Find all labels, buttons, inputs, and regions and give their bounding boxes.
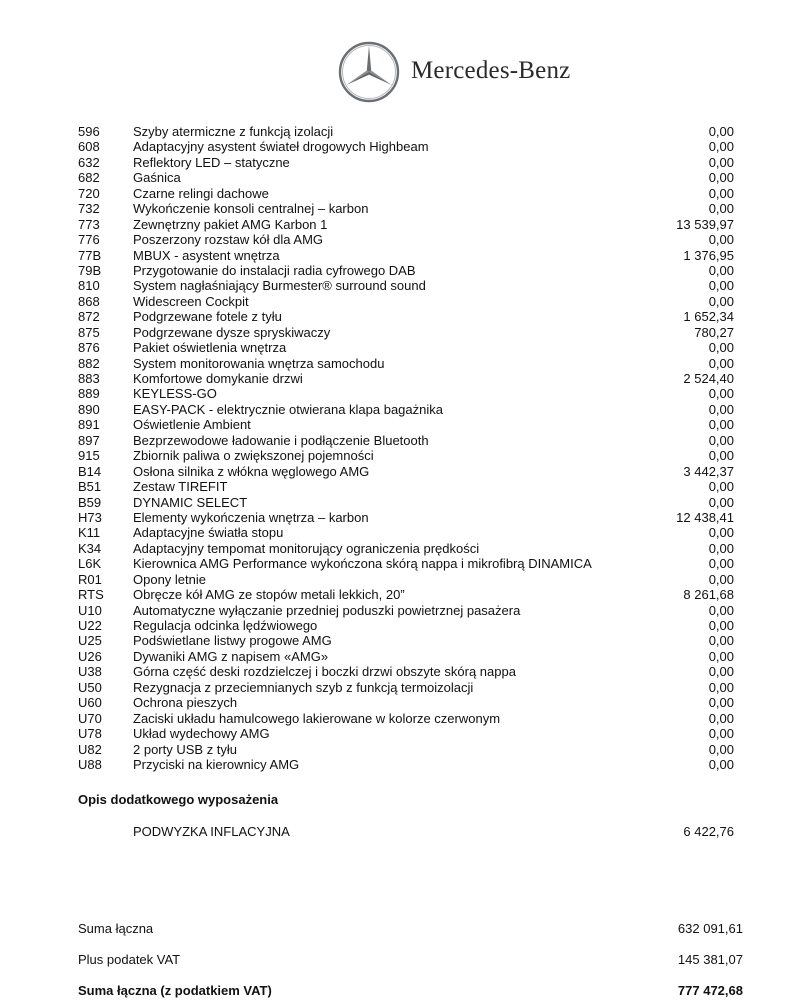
option-row bbox=[78, 603, 734, 618]
option-row bbox=[78, 695, 734, 710]
option-code: 77B bbox=[78, 247, 102, 263]
option-row bbox=[78, 633, 734, 648]
option-price: 8 261,68 bbox=[683, 587, 734, 603]
option-price: 0,00 bbox=[708, 679, 734, 695]
option-code: 608 bbox=[78, 139, 100, 155]
option-description: Wykończenie konsoli centralnej – karbon bbox=[133, 201, 369, 217]
option-description: Zestaw TIREFIT bbox=[133, 479, 228, 495]
option-price: 0,00 bbox=[708, 710, 734, 726]
option-row bbox=[78, 309, 734, 324]
option-description: Zbiornik paliwa o zwiększonej pojemności bbox=[133, 448, 374, 464]
option-price: 0,00 bbox=[708, 417, 734, 433]
option-row bbox=[78, 294, 734, 309]
option-code: 890 bbox=[78, 401, 100, 417]
option-description: Rezygnacja z przeciemnianych szyb z funkcją termoizolacji bbox=[133, 679, 474, 695]
option-row bbox=[78, 386, 734, 401]
option-row bbox=[78, 248, 734, 263]
option-code: K11 bbox=[78, 525, 101, 541]
option-description: Górna część deski rozdzielczej i boczki drzwi obszyte skórą nappa bbox=[133, 664, 516, 680]
option-code: 891 bbox=[78, 417, 100, 433]
option-code: K34 bbox=[78, 540, 102, 556]
option-description: Układ wydechowy AMG bbox=[133, 726, 270, 742]
option-row bbox=[78, 448, 734, 463]
option-code: 79B bbox=[78, 262, 102, 278]
option-code: B51 bbox=[78, 479, 102, 495]
option-code: 632 bbox=[78, 154, 100, 170]
option-row bbox=[78, 757, 734, 772]
option-row bbox=[78, 726, 734, 741]
option-price: 0,00 bbox=[708, 618, 734, 633]
option-description: KEYLESS-GO bbox=[133, 386, 217, 402]
gross-total-value: 777 472,68 bbox=[677, 983, 743, 998]
option-code: 682 bbox=[78, 170, 100, 186]
option-row bbox=[78, 325, 734, 340]
option-price: 0,00 bbox=[708, 278, 734, 294]
option-description: Poszerzony rozstaw kół dla AMG bbox=[133, 232, 324, 248]
option-description: Podświetlane listwy progowe AMG bbox=[133, 633, 332, 649]
option-price: 0,00 bbox=[708, 201, 734, 217]
option-row bbox=[78, 340, 734, 355]
option-code: U22 bbox=[78, 618, 102, 633]
option-description: Przygotowanie do instalacji radia cyfrowego DAB bbox=[133, 262, 416, 278]
option-description: Podgrzewane dysze spryskiwaczy bbox=[133, 324, 331, 340]
option-row bbox=[78, 402, 734, 417]
option-price: 0,00 bbox=[708, 756, 734, 772]
option-price: 0,00 bbox=[708, 262, 734, 278]
option-code: U10 bbox=[78, 602, 102, 618]
option-row bbox=[78, 664, 734, 679]
option-code: 773 bbox=[78, 216, 100, 232]
option-description: Szyby atermiczne z funkcją izolacji bbox=[133, 124, 334, 139]
option-row bbox=[78, 742, 734, 757]
option-row bbox=[78, 417, 734, 432]
option-price: 0,00 bbox=[708, 185, 734, 201]
option-row bbox=[78, 263, 734, 278]
option-code: U50 bbox=[78, 679, 102, 695]
option-description: Czarne relingi dachowe bbox=[133, 185, 269, 201]
option-row bbox=[78, 556, 734, 571]
option-code: U26 bbox=[78, 648, 102, 664]
option-price: 0,00 bbox=[708, 386, 734, 402]
option-code: 876 bbox=[78, 340, 100, 356]
option-code: RTS bbox=[78, 587, 104, 603]
vat-value: 145 381,07 bbox=[677, 952, 743, 967]
additional-equipment-title: Opis dodatkowego wyposażenia bbox=[78, 792, 279, 807]
option-price: 12 438,41 bbox=[676, 509, 734, 525]
option-description: Osłona silnika z włókna węglowego AMG bbox=[133, 463, 370, 479]
option-price: 0,00 bbox=[708, 432, 734, 448]
option-price: 2 524,40 bbox=[683, 371, 734, 386]
option-price: 0,00 bbox=[708, 401, 734, 417]
brand-name: Mercedes-Benz bbox=[411, 57, 571, 84]
option-code: 732 bbox=[78, 201, 100, 217]
option-code: 596 bbox=[78, 124, 100, 139]
option-code: L6K bbox=[78, 556, 102, 572]
option-price: 0,00 bbox=[708, 448, 734, 464]
option-row bbox=[78, 479, 734, 494]
option-description: MBUX - asystent wnętrza bbox=[133, 247, 280, 263]
option-code: 882 bbox=[78, 355, 100, 371]
option-code: B59 bbox=[78, 494, 102, 510]
option-price: 0,00 bbox=[708, 741, 734, 757]
option-row bbox=[78, 155, 734, 170]
option-price: 1 652,34 bbox=[683, 309, 734, 325]
additional-item-row bbox=[78, 824, 734, 840]
option-code: U70 bbox=[78, 710, 102, 726]
option-code: 875 bbox=[78, 324, 100, 340]
option-description: Regulacja odcinka lędźwiowego bbox=[133, 618, 318, 633]
option-description: Ochrona pieszych bbox=[133, 695, 238, 711]
option-row bbox=[78, 510, 734, 525]
option-row bbox=[78, 464, 734, 479]
option-price: 3 442,37 bbox=[683, 463, 734, 479]
option-price: 0,00 bbox=[708, 340, 734, 356]
option-code: U78 bbox=[78, 726, 102, 742]
option-description: Widescreen Cockpit bbox=[133, 293, 249, 309]
option-description: Przyciski na kierownicy AMG bbox=[133, 756, 300, 772]
option-code: 810 bbox=[78, 278, 100, 294]
option-description: System nagłaśniający Burmester® surround sound bbox=[133, 278, 426, 294]
option-code: R01 bbox=[78, 571, 102, 587]
option-description: Zewnętrzny pakiet AMG Karbon 1 bbox=[133, 216, 328, 232]
mercedes-benz-logo bbox=[338, 41, 578, 103]
gross-total-label: Suma łączna (z podatkiem VAT) bbox=[78, 983, 272, 998]
option-code: 872 bbox=[78, 309, 100, 325]
option-description: Obręcze kół AMG ze stopów metali lekkich, 20” bbox=[133, 587, 405, 603]
option-description: Adaptacyjny asystent świateł drogowych Highbeam bbox=[133, 139, 429, 155]
option-description: Pakiet oświetlenia wnętrza bbox=[133, 340, 287, 356]
option-code: B14 bbox=[78, 463, 102, 479]
option-description: Podgrzewane fotele z tyłu bbox=[133, 309, 282, 325]
option-price: 0,00 bbox=[708, 293, 734, 309]
option-row bbox=[78, 232, 734, 247]
three-pointed-star-icon bbox=[338, 41, 400, 103]
option-description: Komfortowe domykanie drzwi bbox=[133, 371, 303, 386]
option-price: 0,00 bbox=[708, 170, 734, 186]
option-row bbox=[78, 356, 734, 371]
option-row bbox=[78, 587, 734, 602]
option-code: H73 bbox=[78, 509, 102, 525]
option-description: Dywaniki AMG z napisem «AMG» bbox=[133, 648, 329, 664]
option-code: U88 bbox=[78, 756, 102, 772]
option-description: Adaptacyjny tempomat monitorujący ograniczenia prędkości bbox=[133, 540, 480, 556]
net-total-label: Suma łączna bbox=[78, 921, 154, 936]
option-description: System monitorowania wnętrza samochodu bbox=[133, 355, 385, 371]
option-row bbox=[78, 541, 734, 556]
option-row bbox=[78, 618, 734, 633]
vat-label: Plus podatek VAT bbox=[78, 952, 181, 967]
option-price: 0,00 bbox=[708, 695, 734, 711]
option-code: 915 bbox=[78, 448, 100, 464]
option-code: 868 bbox=[78, 293, 100, 309]
option-description: Elementy wykończenia wnętrza – karbon bbox=[133, 509, 369, 525]
additional-item-price: 6 422,76 bbox=[683, 824, 734, 839]
gross-total-row bbox=[78, 983, 743, 1001]
option-description: Reflektory LED – statyczne bbox=[133, 154, 290, 170]
option-code: U60 bbox=[78, 695, 102, 711]
option-row bbox=[78, 201, 734, 216]
option-code: U38 bbox=[78, 664, 102, 680]
option-row bbox=[78, 124, 734, 139]
option-code: 883 bbox=[78, 371, 100, 386]
option-row bbox=[78, 217, 734, 232]
additional-item-description: PODWYZKA INFLACYJNA bbox=[133, 824, 290, 839]
option-price: 0,00 bbox=[708, 726, 734, 742]
option-price: 0,00 bbox=[708, 154, 734, 170]
option-row bbox=[78, 572, 734, 587]
option-price: 0,00 bbox=[708, 479, 734, 495]
option-description: Kierownica AMG Performance wykończona skórą nappa i mikrofibrą DINAMICA bbox=[133, 556, 592, 572]
option-price: 0,00 bbox=[708, 633, 734, 649]
option-row bbox=[78, 278, 734, 293]
option-price: 0,00 bbox=[708, 124, 734, 139]
option-code: 776 bbox=[78, 232, 100, 248]
option-row bbox=[78, 711, 734, 726]
option-code: 897 bbox=[78, 432, 100, 448]
option-price: 13 539,97 bbox=[676, 216, 734, 232]
option-price: 0,00 bbox=[708, 602, 734, 618]
net-total-row bbox=[78, 921, 743, 939]
option-price: 0,00 bbox=[708, 494, 734, 510]
option-code: 720 bbox=[78, 185, 100, 201]
option-price: 0,00 bbox=[708, 648, 734, 664]
option-description: Adaptacyjne światła stopu bbox=[133, 525, 284, 541]
option-description: DYNAMIC SELECT bbox=[133, 494, 248, 510]
option-description: EASY-PACK - elektrycznie otwierana klapa bagażnika bbox=[133, 401, 443, 417]
option-price: 780,27 bbox=[694, 324, 734, 340]
option-description: Opony letnie bbox=[133, 571, 206, 587]
option-price: 0,00 bbox=[708, 556, 734, 572]
option-price: 0,00 bbox=[708, 571, 734, 587]
option-row bbox=[78, 139, 734, 154]
options-table bbox=[78, 124, 734, 772]
option-price: 0,00 bbox=[708, 525, 734, 541]
option-price: 1 376,95 bbox=[683, 247, 734, 263]
option-row bbox=[78, 495, 734, 510]
option-description: Bezprzewodowe ładowanie i podłączenie Bluetooth bbox=[133, 432, 429, 448]
option-code: 889 bbox=[78, 386, 100, 402]
option-row bbox=[78, 525, 734, 540]
option-code: U82 bbox=[78, 741, 102, 757]
option-description: Gaśnica bbox=[133, 170, 181, 186]
net-total-value: 632 091,61 bbox=[677, 921, 743, 936]
option-code: U25 bbox=[78, 633, 102, 649]
option-price: 0,00 bbox=[708, 664, 734, 680]
option-price: 0,00 bbox=[708, 540, 734, 556]
option-row bbox=[78, 649, 734, 664]
option-price: 0,00 bbox=[708, 232, 734, 248]
option-row bbox=[78, 680, 734, 695]
option-row bbox=[78, 170, 734, 185]
option-row bbox=[78, 433, 734, 448]
option-price: 0,00 bbox=[708, 355, 734, 371]
option-description: 2 porty USB z tyłu bbox=[133, 741, 238, 757]
option-description: Zaciski układu hamulcowego lakierowane w kolorze czerwonym bbox=[133, 710, 501, 726]
option-description: Oświetlenie Ambient bbox=[133, 417, 251, 433]
vat-row bbox=[78, 952, 743, 970]
option-price: 0,00 bbox=[708, 139, 734, 155]
option-row bbox=[78, 371, 734, 386]
option-row bbox=[78, 186, 734, 201]
option-description: Automatyczne wyłączanie przedniej poduszki powietrznej pasażera bbox=[133, 602, 521, 618]
